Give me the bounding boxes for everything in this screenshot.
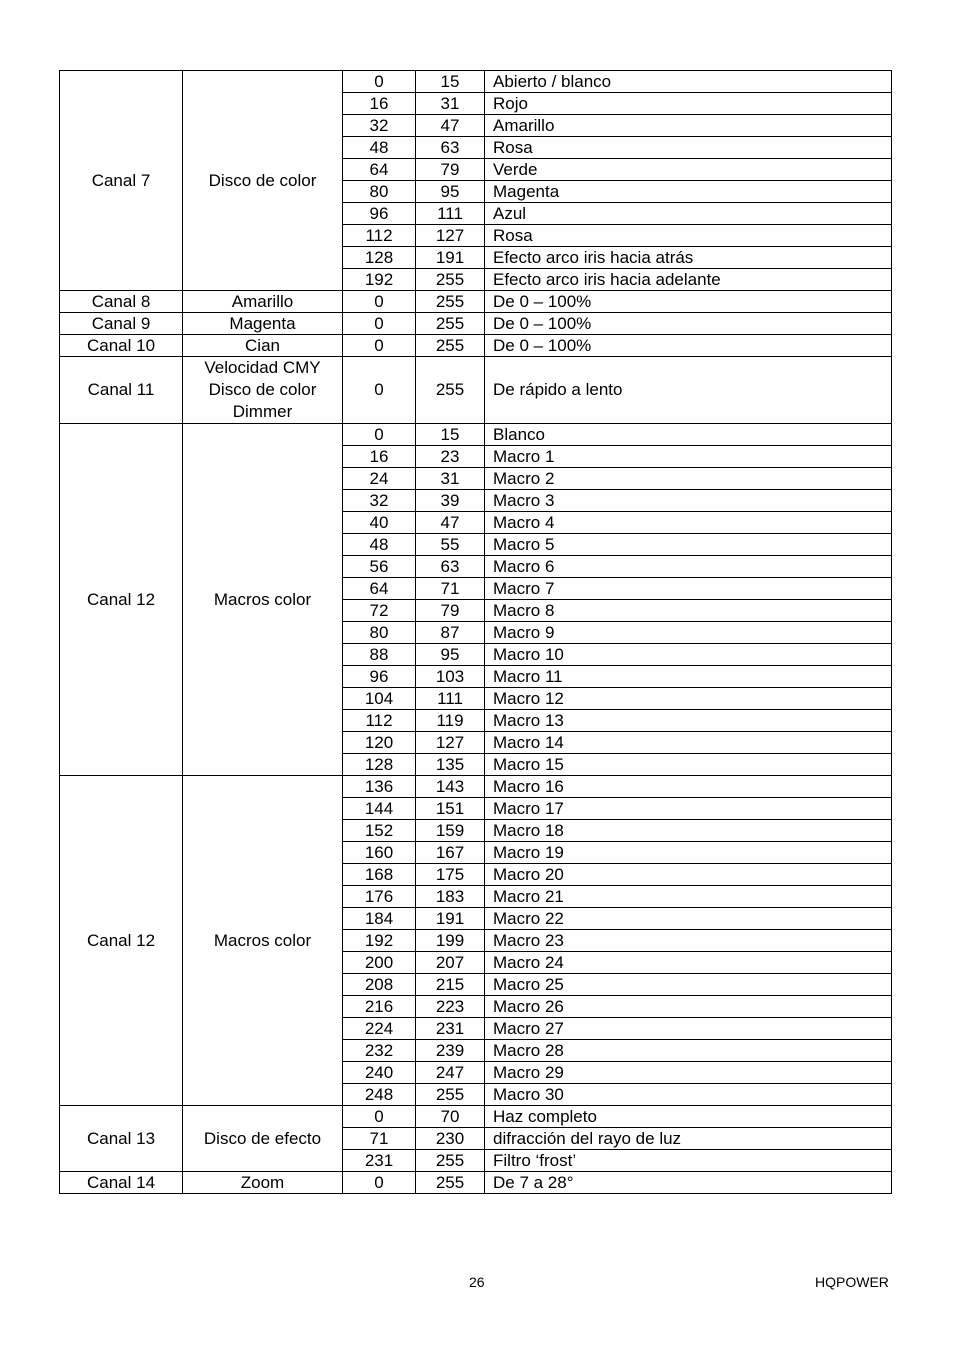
range-from-cell: 0 — [343, 1172, 416, 1194]
table-row — [60, 291, 892, 313]
range-from-cell: 200 — [343, 952, 416, 974]
range-from-cell: 16 — [343, 93, 416, 115]
channel-cell: Canal 12 — [60, 424, 183, 776]
range-to-cell: 255 — [416, 335, 485, 357]
table-row — [60, 424, 892, 446]
range-from-cell: 72 — [343, 600, 416, 622]
description-cell: Macro 13 — [485, 710, 892, 732]
range-to-cell: 15 — [416, 424, 485, 446]
range-from-cell: 160 — [343, 842, 416, 864]
range-to-cell: 31 — [416, 93, 485, 115]
range-from-cell: 0 — [343, 291, 416, 313]
description-cell: Macro 8 — [485, 600, 892, 622]
function-cell: Zoom — [183, 1172, 343, 1194]
range-to-cell: 247 — [416, 1062, 485, 1084]
range-to-cell: 231 — [416, 1018, 485, 1040]
range-from-cell: 0 — [343, 1106, 416, 1128]
range-to-cell: 119 — [416, 710, 485, 732]
range-from-cell: 71 — [343, 1128, 416, 1150]
description-cell: Macro 2 — [485, 468, 892, 490]
description-cell: Abierto / blanco — [485, 71, 892, 93]
description-cell: Macro 24 — [485, 952, 892, 974]
range-to-cell: 159 — [416, 820, 485, 842]
description-cell: Rosa — [485, 137, 892, 159]
description-cell: De 0 – 100% — [485, 291, 892, 313]
description-cell: Amarillo — [485, 115, 892, 137]
description-cell: Macro 18 — [485, 820, 892, 842]
range-from-cell: 176 — [343, 886, 416, 908]
range-to-cell: 63 — [416, 137, 485, 159]
range-from-cell: 208 — [343, 974, 416, 996]
range-to-cell: 15 — [416, 71, 485, 93]
description-cell: Macro 15 — [485, 754, 892, 776]
page-number: 26 — [469, 1274, 485, 1290]
description-cell: Rosa — [485, 225, 892, 247]
range-from-cell: 40 — [343, 512, 416, 534]
range-to-cell: 111 — [416, 688, 485, 710]
description-cell: Macro 20 — [485, 864, 892, 886]
range-from-cell: 16 — [343, 446, 416, 468]
channel-cell: Canal 12 — [60, 776, 183, 1106]
channel-cell: Canal 7 — [60, 71, 183, 291]
range-to-cell: 175 — [416, 864, 485, 886]
channel-cell: Canal 8 — [60, 291, 183, 313]
range-to-cell: 39 — [416, 490, 485, 512]
function-cell: Macros color — [183, 776, 343, 1106]
range-to-cell: 87 — [416, 622, 485, 644]
channel-cell: Canal 11 — [60, 357, 183, 424]
range-to-cell: 47 — [416, 512, 485, 534]
description-cell: Verde — [485, 159, 892, 181]
range-from-cell: 80 — [343, 181, 416, 203]
range-from-cell: 48 — [343, 137, 416, 159]
range-to-cell: 255 — [416, 291, 485, 313]
range-to-cell: 207 — [416, 952, 485, 974]
range-to-cell: 79 — [416, 159, 485, 181]
range-from-cell: 231 — [343, 1150, 416, 1172]
description-cell: Macro 11 — [485, 666, 892, 688]
description-cell: Magenta — [485, 181, 892, 203]
table-row — [60, 313, 892, 335]
range-from-cell: 104 — [343, 688, 416, 710]
channel-cell: Canal 13 — [60, 1106, 183, 1172]
range-to-cell: 47 — [416, 115, 485, 137]
range-from-cell: 216 — [343, 996, 416, 1018]
description-cell: De rápido a lento — [485, 357, 892, 424]
description-cell: Macro 14 — [485, 732, 892, 754]
function-cell: Macros color — [183, 424, 343, 776]
range-from-cell: 24 — [343, 468, 416, 490]
description-cell: Macro 19 — [485, 842, 892, 864]
range-to-cell: 255 — [416, 1172, 485, 1194]
table-row — [60, 335, 892, 357]
range-from-cell: 0 — [343, 335, 416, 357]
function-cell: Disco de color — [183, 71, 343, 291]
description-cell: Macro 22 — [485, 908, 892, 930]
description-cell: Rojo — [485, 93, 892, 115]
description-cell: Macro 17 — [485, 798, 892, 820]
range-to-cell: 71 — [416, 578, 485, 600]
description-cell: Haz completo — [485, 1106, 892, 1128]
range-from-cell: 232 — [343, 1040, 416, 1062]
description-cell: Macro 30 — [485, 1084, 892, 1106]
description-cell: Macro 9 — [485, 622, 892, 644]
description-cell: Macro 23 — [485, 930, 892, 952]
function-cell — [183, 357, 343, 424]
range-to-cell: 79 — [416, 600, 485, 622]
function-cell: Disco de efecto — [183, 1106, 343, 1172]
table-row — [60, 71, 892, 93]
description-cell: Efecto arco iris hacia adelante — [485, 269, 892, 291]
range-to-cell: 255 — [416, 1084, 485, 1106]
channel-cell: Canal 9 — [60, 313, 183, 335]
range-from-cell: 96 — [343, 203, 416, 225]
description-cell: Macro 29 — [485, 1062, 892, 1084]
range-to-cell: 199 — [416, 930, 485, 952]
range-from-cell: 224 — [343, 1018, 416, 1040]
description-cell: Macro 12 — [485, 688, 892, 710]
range-from-cell: 128 — [343, 754, 416, 776]
function-cell: Magenta — [183, 313, 343, 335]
range-to-cell: 95 — [416, 644, 485, 666]
range-from-cell: 136 — [343, 776, 416, 798]
range-to-cell: 111 — [416, 203, 485, 225]
description-cell: Azul — [485, 203, 892, 225]
range-from-cell: 64 — [343, 578, 416, 600]
table-row — [60, 357, 892, 424]
range-to-cell: 230 — [416, 1128, 485, 1150]
range-to-cell: 63 — [416, 556, 485, 578]
description-cell: De 0 – 100% — [485, 335, 892, 357]
range-to-cell: 95 — [416, 181, 485, 203]
range-to-cell: 255 — [416, 1150, 485, 1172]
range-from-cell: 0 — [343, 424, 416, 446]
range-from-cell: 144 — [343, 798, 416, 820]
range-to-cell: 70 — [416, 1106, 485, 1128]
range-from-cell: 184 — [343, 908, 416, 930]
range-from-cell: 88 — [343, 644, 416, 666]
channel-cell: Canal 14 — [60, 1172, 183, 1194]
description-cell: Macro 28 — [485, 1040, 892, 1062]
description-cell: Macro 7 — [485, 578, 892, 600]
description-cell: Macro 5 — [485, 534, 892, 556]
range-from-cell: 0 — [343, 71, 416, 93]
table-row — [60, 776, 892, 798]
range-to-cell: 223 — [416, 996, 485, 1018]
channel-cell: Canal 10 — [60, 335, 183, 357]
range-to-cell: 215 — [416, 974, 485, 996]
brand-name: HQPOWER — [815, 1274, 889, 1290]
range-to-cell: 143 — [416, 776, 485, 798]
range-from-cell: 112 — [343, 225, 416, 247]
range-to-cell: 135 — [416, 754, 485, 776]
range-to-cell: 23 — [416, 446, 485, 468]
range-to-cell: 127 — [416, 732, 485, 754]
range-from-cell: 96 — [343, 666, 416, 688]
range-from-cell: 240 — [343, 1062, 416, 1084]
range-from-cell: 192 — [343, 930, 416, 952]
dmx-channel-table — [59, 70, 892, 1194]
range-to-cell: 255 — [416, 357, 485, 424]
description-cell: Macro 6 — [485, 556, 892, 578]
description-cell: De 0 – 100% — [485, 313, 892, 335]
range-from-cell: 32 — [343, 490, 416, 512]
range-to-cell: 31 — [416, 468, 485, 490]
description-cell: Blanco — [485, 424, 892, 446]
range-from-cell: 56 — [343, 556, 416, 578]
description-cell: Macro 3 — [485, 490, 892, 512]
range-from-cell: 192 — [343, 269, 416, 291]
table-row — [60, 1106, 892, 1128]
table-row — [60, 1172, 892, 1194]
description-cell: Macro 21 — [485, 886, 892, 908]
range-from-cell: 0 — [343, 357, 416, 424]
range-to-cell: 191 — [416, 247, 485, 269]
range-to-cell: 191 — [416, 908, 485, 930]
description-cell: Macro 4 — [485, 512, 892, 534]
description-cell: Macro 27 — [485, 1018, 892, 1040]
description-cell: De 7 a 28° — [485, 1172, 892, 1194]
range-to-cell: 255 — [416, 269, 485, 291]
range-from-cell: 0 — [343, 313, 416, 335]
range-to-cell: 183 — [416, 886, 485, 908]
range-from-cell: 168 — [343, 864, 416, 886]
function-cell: Cian — [183, 335, 343, 357]
description-cell: Macro 1 — [485, 446, 892, 468]
description-cell: difracción del rayo de luz — [485, 1128, 892, 1150]
range-to-cell: 255 — [416, 313, 485, 335]
range-to-cell: 167 — [416, 842, 485, 864]
description-cell: Macro 16 — [485, 776, 892, 798]
function-line: Dimmer — [232, 402, 293, 421]
range-to-cell: 239 — [416, 1040, 485, 1062]
range-from-cell: 128 — [343, 247, 416, 269]
description-cell: Macro 25 — [485, 974, 892, 996]
range-to-cell: 103 — [416, 666, 485, 688]
range-from-cell: 248 — [343, 1084, 416, 1106]
range-from-cell: 32 — [343, 115, 416, 137]
description-cell: Macro 26 — [485, 996, 892, 1018]
description-cell: Macro 10 — [485, 644, 892, 666]
range-from-cell: 152 — [343, 820, 416, 842]
range-from-cell: 112 — [343, 710, 416, 732]
description-cell: Efecto arco iris hacia atrás — [485, 247, 892, 269]
range-from-cell: 80 — [343, 622, 416, 644]
table-body — [60, 71, 892, 1194]
range-from-cell: 120 — [343, 732, 416, 754]
range-to-cell: 55 — [416, 534, 485, 556]
range-to-cell: 127 — [416, 225, 485, 247]
range-to-cell: 151 — [416, 798, 485, 820]
function-line: Disco de color — [208, 380, 317, 399]
range-from-cell: 64 — [343, 159, 416, 181]
range-from-cell: 48 — [343, 534, 416, 556]
function-line: Velocidad CMY — [204, 358, 321, 377]
description-cell: Filtro ‘frost’ — [485, 1150, 892, 1172]
function-cell: Amarillo — [183, 291, 343, 313]
